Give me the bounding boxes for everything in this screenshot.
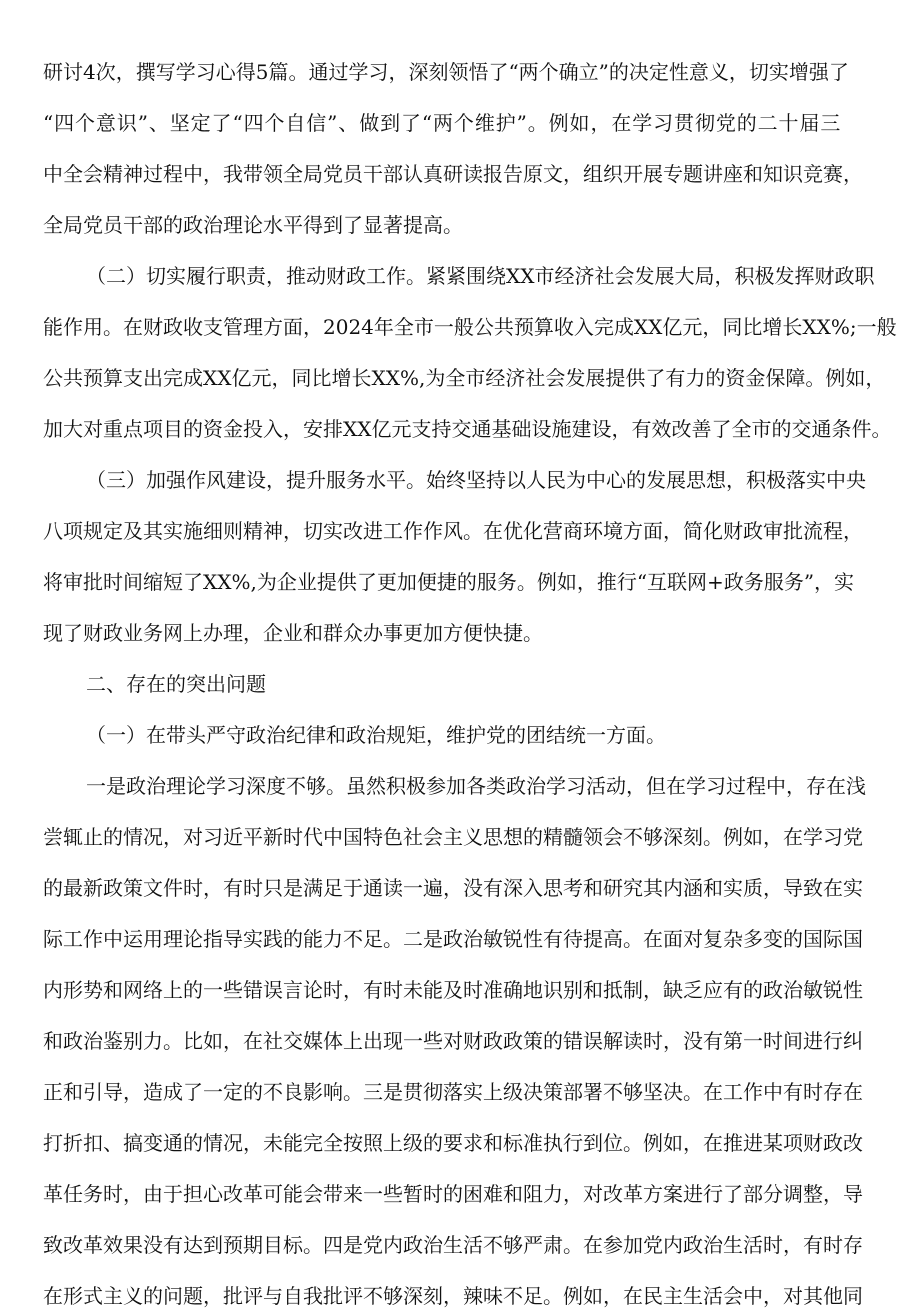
text-line: 致改革效果没有达到预期目标。四是党内政治生活不够严肃。在参加党内政治生活时，有时存	[43, 1233, 863, 1257]
text-line: 将审批时间缩短了XX%,为企业提供了更加便捷的服务。例如，推行“互联网+政务服务”，实	[43, 570, 855, 594]
text-line: 革任务时，由于担心改革可能会带来一些暂时的困难和阻力，对改革方案进行了部分调整，导	[43, 1182, 863, 1206]
text-line: 尝辄止的情况，对习近平新时代中国特色社会主义思想的精髓领会不够深刻。例如，在学习党	[43, 825, 863, 849]
text-line: 在形式主义的问题，批评与自我批评不够深刻，辣味不足。例如，在民主生活会中，对其他同	[43, 1284, 863, 1308]
text-line: 和政治鉴别力。比如，在社交媒体上出现一些对财政政策的错误解读时，没有第一时间进行纠	[43, 1029, 863, 1053]
text-line: 能作用。在财政收支管理方面，2024年全市一般公共预算收入完成XX亿元，同比增长XX%;一般	[43, 315, 897, 339]
text-line: 中全会精神过程中，我带领全局党员干部认真研读报告原文，组织开展专题讲座和知识竞赛，	[43, 162, 863, 186]
text-line: 加大对重点项目的资金投入，安排XX亿元支持交通基础设施建设，有效改善了全市的交通条件。	[43, 417, 892, 441]
text-line: 正和引导，造成了一定的不良影响。三是贯彻落实上级决策部署不够坚决。在工作中有时存在	[43, 1080, 863, 1104]
text-line: （三）加强作风建设，提升服务水平。始终坚持以人民为中心的发展思想，积极落实中央	[86, 468, 866, 492]
text-line: 打折扣、搞变通的情况，未能完全按照上级的要求和标准执行到位。例如，在推进某项财政改	[43, 1131, 863, 1155]
text-line: 的最新政策文件时，有时只是满足于通读一遍，没有深入思考和研究其内涵和实质，导致在实	[43, 876, 863, 900]
text-line: 内形势和网络上的一些错误言论时，有时未能及时准确地识别和抵制，缺乏应有的政治敏锐性	[43, 978, 863, 1002]
text-line: 全局党员干部的政治理论水平得到了显著提高。	[43, 213, 463, 237]
text-line: 现了财政业务网上办理，企业和群众办事更加方便快捷。	[43, 621, 543, 645]
text-line: 公共预算支出完成XX亿元，同比增长XX%,为全市经济社会发展提供了有力的资金保障。例如，	[43, 366, 886, 390]
text-line: （二）切实履行职责，推动财政工作。紧紧围绕XX市经济社会发展大局，积极发挥财政职	[86, 264, 875, 288]
text-line: 际工作中运用理论指导实践的能力不足。二是政治敏锐性有待提高。在面对复杂多变的国际国	[43, 927, 863, 951]
text-line: 八项规定及其实施细则精神，切实改进工作作风。在优化营商环境方面，简化财政审批流程，	[43, 519, 863, 543]
text-line: 一是政治理论学习深度不够。虽然积极参加各类政治学习活动，但在学习过程中，存在浅	[86, 774, 866, 798]
section-heading: 二、存在的突出问题	[86, 672, 266, 696]
text-line: “四个意识”、坚定了“四个自信”、做到了“两个维护”。例如，在学习贯彻党的二十届三	[43, 111, 842, 135]
text-line: 研讨4次，撰写学习心得5篇。通过学习，深刻领悟了“两个确立”的决定性意义，切实增强了	[43, 60, 849, 84]
subsection-heading: （一）在带头严守政治纪律和政治规矩，维护党的团结统一方面。	[86, 723, 666, 747]
